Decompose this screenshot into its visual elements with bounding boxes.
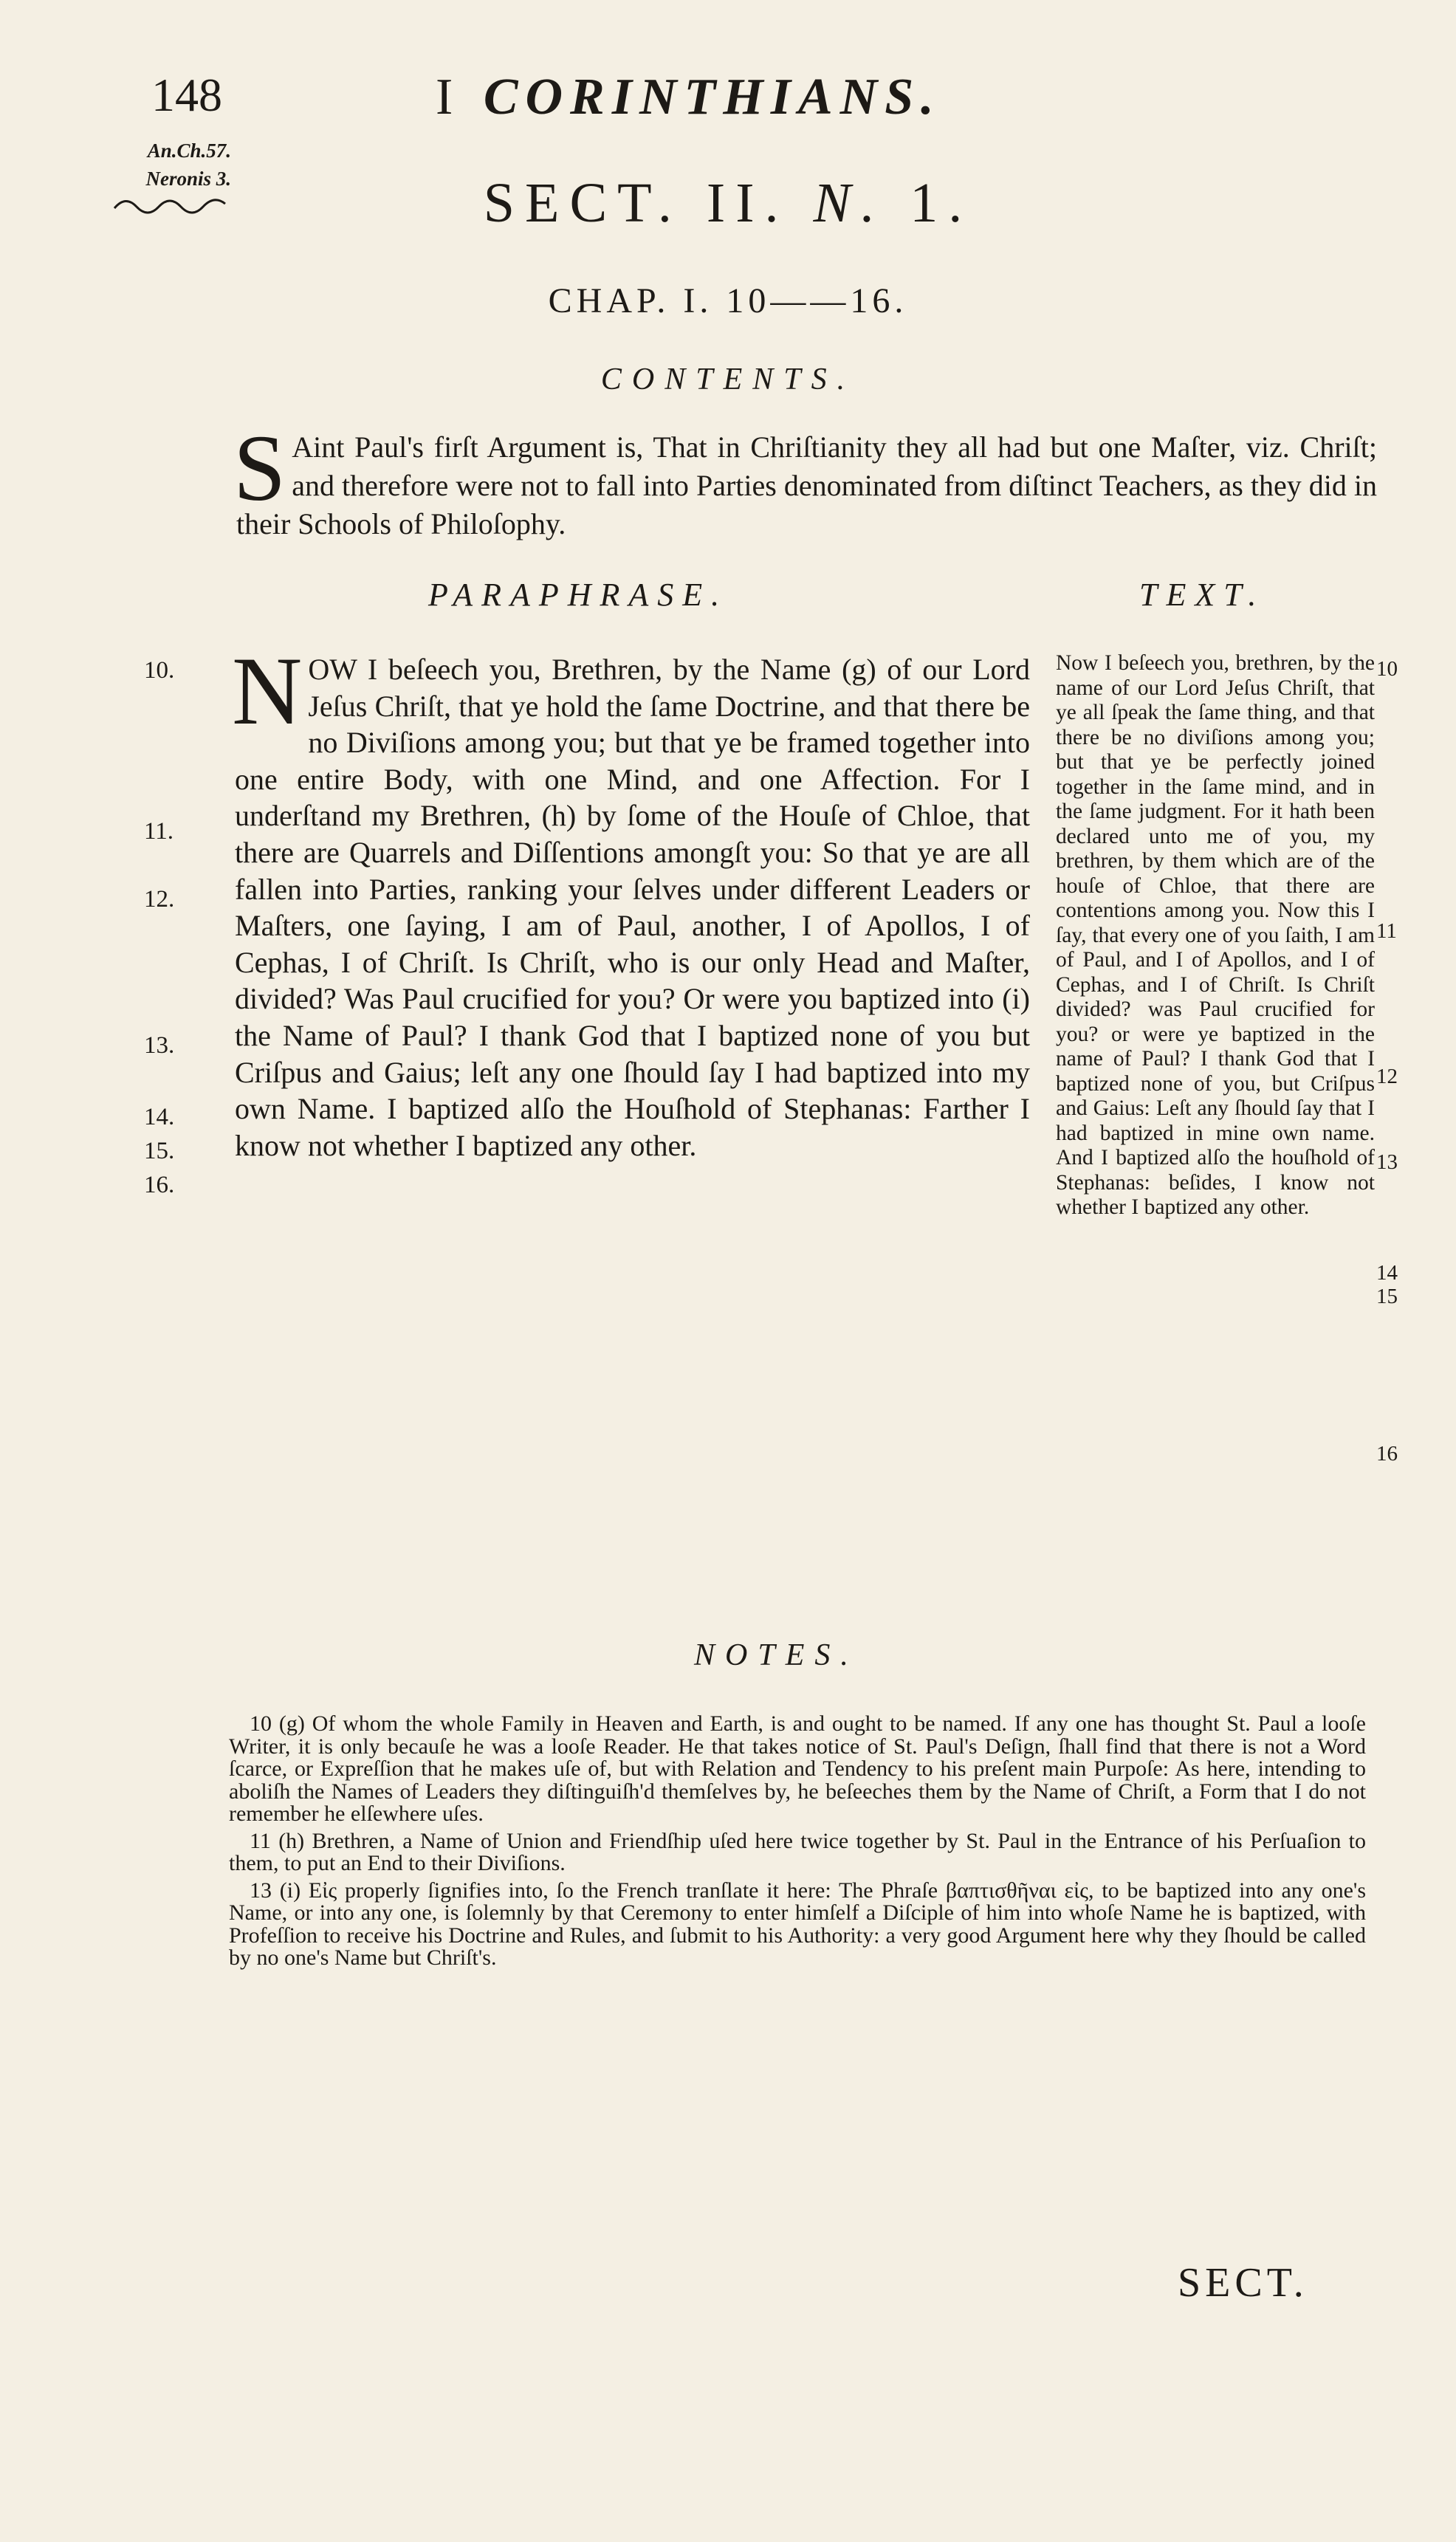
scripture-text: Now I beſeech you, brethren, by the name of our Lord Jeſus Chriſt, that ye all ſpeak the ſame thing, and that there be no diviſions among you; but that ye be perfectly joined together in the ſame mind, and in the ſame judgment. For it hath been declared unto me of you, my brethren, by them which are of the houſe of Chloe, that there are contentions among you. Now this I ſay, that every one of you ſaith, I am of Paul, and I of Apollos, and I of Cephas, and I of Chriſt. Is Chriſt divided? was Paul crucified for you? or were ye baptized in the name of Paul? I thank God that I baptized none of you, but Criſpus and Gaius: Leſt any ſhould ſay that I had baptized in mine own name. And I baptized alſo the houſhold of Stephanas: beſides, I know not whether I baptized any other. bbox=[1056, 651, 1375, 1219]
section-title: SECT. II. bbox=[483, 172, 789, 234]
scripture-verse-13: 13 bbox=[1376, 1150, 1398, 1174]
running-head-numeral: I bbox=[436, 69, 464, 126]
notes bbox=[229, 1713, 1366, 1970]
section-heading bbox=[0, 171, 1456, 236]
paraphrase-verse-13: 13. bbox=[144, 1032, 175, 1059]
scripture-verse-11: 11 bbox=[1376, 919, 1397, 943]
note-h: 11 (h) Brethren, a Name of Union and Friendſhip uſed here twice together by St. Paul in the Entrance of his Perſuaſion to them, to put an End to their Diviſions. bbox=[229, 1828, 1366, 1875]
contents-dropcap: S bbox=[233, 416, 286, 521]
paraphrase-verse-11: 11. bbox=[144, 818, 174, 845]
paraphrase-verse-10: 10. bbox=[144, 657, 175, 684]
text-heading: TEXT. bbox=[1139, 577, 1266, 613]
section-number-label: N. bbox=[813, 172, 886, 234]
paraphrase-verse-14: 14. bbox=[144, 1104, 175, 1130]
page-number: 148 bbox=[151, 69, 222, 121]
scripture-verse-10: 10 bbox=[1376, 657, 1398, 681]
paraphrase-dropcap: N bbox=[232, 636, 303, 745]
contents-body: Aint Paul's firſt Argument is, That in Chriſtianity they all had but one Maſter, viz. Chriſt; and therefore were not to fall into Parties denominated from diſtinct Teachers, as they did in their Schools of Philoſophy. bbox=[236, 430, 1377, 540]
running-head-book: CORINTHIANS. bbox=[483, 69, 941, 126]
margin-date-reign: Neronis 3. bbox=[145, 168, 231, 190]
scripture-verse-16: 16 bbox=[1376, 1442, 1398, 1466]
paraphrase-heading: PARAPHRASE. bbox=[428, 577, 729, 613]
note-g: 10 (g) Of whom the whole Family in Heaven and Earth, is and ought to be named. If any one has thought St. Paul a looſe Writer, it is only becauſe he was a looſe Reader. He that takes notice of St. Paul's Deſign, ſhall find that there is not a Word ſcarce, or Expreſſion that he makes uſe of, but with Relation and Tendency to his preſent main Purpoſe: As here, intending to aboliſh the Names of Leaders they diſtinguiſh'd themſelves by, he beſeeches them by the Name of Chriſt, a Form that I do not remember he elſewhere uſes. bbox=[229, 1711, 1366, 1826]
scripture-verse-14: 14 bbox=[1376, 1261, 1398, 1285]
scripture-verse-15: 15 bbox=[1376, 1285, 1398, 1308]
paraphrase-text bbox=[232, 636, 1030, 1164]
contents-text bbox=[233, 416, 1377, 543]
paraphrase-verse-15: 15. bbox=[144, 1138, 175, 1164]
section-number: 1. bbox=[910, 172, 973, 234]
margin-date-year: An.Ch.57. bbox=[147, 140, 231, 162]
notes-heading: NOTES. bbox=[694, 1638, 859, 1672]
paraphrase-verse-16: 16. bbox=[144, 1172, 175, 1198]
chapter-heading: CHAP. I. 10——16. bbox=[548, 281, 908, 320]
note-i: 13 (i) Εἰς properly ſignifies into, ſo the French tranſlate it here: The Phraſe βαπτισθῆναι εἰς, to be baptized into any one's Name, or into any one, is ſolemnly by that Ceremony to enter himſelf a Diſciple of him into whoſe Name he is baptized, with Profeſſion to receive his Doctrine and Rules, and ſubmit to his Authority: a very good Argument here why they ſhould be called by no one's Name but Chriſt's. bbox=[229, 1878, 1366, 1970]
contents-heading: CONTENTS. bbox=[600, 363, 856, 396]
paraphrase-body: OW I beſeech you, Brethren, by the Name (g) of our Lord Jeſus Chriſt, that ye hold the ſame Doctrine, and that there be no Diviſions among you; but that ye be framed together into one entire Body, with one Mind, and one Affection. For I underſtand my Brethren, (h) by ſome of the Houſe of Chloe, that there are Quarrels and Diſſentions amongſt you: So that ye are all fallen into Parties, ranking your ſelves under different Leaders or Maſters, one ſaying, I am of Paul, another, I of Apollos, I of Cephas, I of Chriſt. Is Chriſt, who is our only Head and Maſter, divided? Was Paul crucified for you? Or were you baptized into (i) the Name of Paul? I thank God that I baptized none of you but Criſpus and Gaius; leſt any one ſhould ſay I had baptized into my own Name. I baptized alſo the Houſhold of Stephanas: Farther I know not whether I baptized any other. bbox=[235, 653, 1030, 1162]
paraphrase-verse-12: 12. bbox=[144, 886, 175, 913]
catchword: SECT. bbox=[1178, 2260, 1308, 2306]
running-head bbox=[436, 68, 941, 127]
scripture-verse-12: 12 bbox=[1376, 1065, 1398, 1088]
